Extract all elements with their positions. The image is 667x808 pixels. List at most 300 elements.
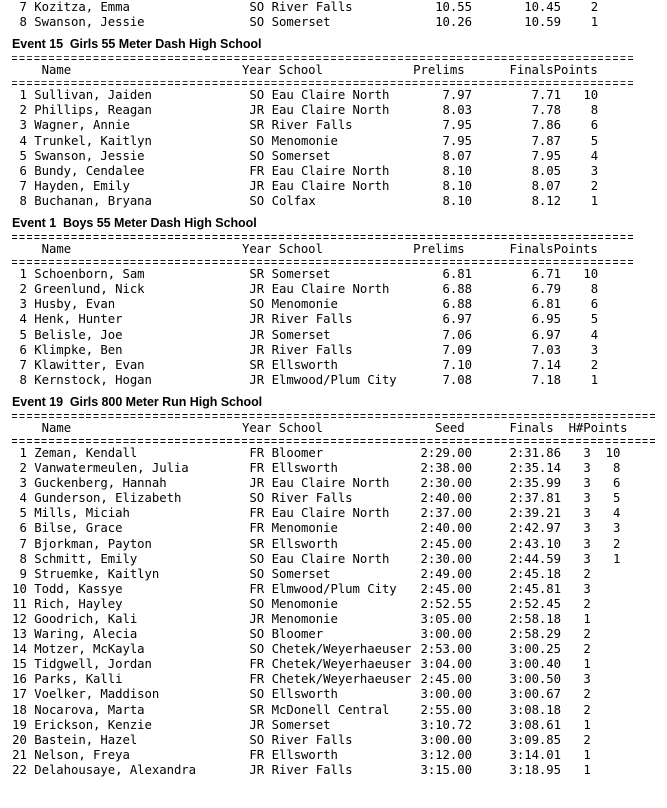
seed-time: 2:38.00: [420, 461, 472, 476]
heat-number: 3: [583, 581, 591, 596]
place: 8: [19, 372, 27, 387]
seed-time: 7.95: [442, 118, 472, 133]
place: 1: [19, 267, 27, 282]
athlete-name: Hayden, Emily: [34, 178, 130, 193]
header-finals: Finals: [509, 242, 554, 257]
result-row: [12, 267, 620, 282]
finals-time: 3:00.25: [509, 642, 561, 657]
finals-time: 2:52.45: [509, 596, 561, 611]
athlete-year: FR: [249, 657, 265, 672]
athlete-year: JR: [249, 342, 265, 357]
athlete-school: River Falls: [271, 491, 353, 506]
athlete-school: Chetek/Weyerhaeuser: [271, 672, 412, 687]
points: 8: [590, 282, 599, 297]
result-row: [12, 687, 620, 702]
athlete-name: Todd, Kassye: [34, 581, 123, 596]
event-title: Event 1 Boys 55 Meter Dash High School: [12, 216, 257, 231]
double-rule-top: [12, 53, 620, 63]
header-name: Name: [41, 420, 72, 435]
header-points: Points: [583, 420, 628, 435]
athlete-name: Kernstock, Hogan: [34, 372, 152, 387]
athlete-name: Guckenberg, Hannah: [34, 476, 167, 491]
athlete-year: SO: [249, 88, 265, 103]
place: 4: [19, 133, 27, 148]
athlete-year: JR: [249, 282, 265, 297]
finals-time: 7.86: [531, 118, 561, 133]
seed-time: 3:00.00: [420, 687, 472, 702]
heat-number: 3: [583, 445, 591, 460]
athlete-school: Somerset: [271, 566, 331, 581]
seed-time: 2:29.00: [420, 445, 472, 460]
athlete-school: Colfax: [271, 193, 316, 208]
finals-time: 2:45.81: [509, 581, 561, 596]
seed-time: 3:15.00: [420, 762, 472, 777]
seed-time: 2:49.00: [420, 566, 472, 581]
athlete-school: Menomonie: [271, 133, 338, 148]
result-row: [12, 0, 620, 15]
seed-time: 2:45.00: [420, 672, 472, 687]
points: 6: [590, 297, 599, 312]
heat-number: 1: [583, 717, 591, 732]
heat-number: 3: [583, 491, 591, 506]
athlete-year: SO: [249, 15, 265, 30]
result-row: [12, 627, 620, 642]
seed-time: 7.95: [442, 133, 472, 148]
header-seed: Prelims: [413, 63, 465, 78]
athlete-school: Eau Claire North: [271, 163, 390, 178]
heat-number: 3: [583, 461, 591, 476]
points: 5: [590, 133, 599, 148]
finals-time: 8.12: [531, 193, 561, 208]
athlete-name: Henk, Hunter: [34, 312, 123, 327]
athlete-year: FR: [249, 581, 265, 596]
header-name: Name: [41, 63, 72, 78]
athlete-name: Vanwatermeulen, Julia: [34, 461, 189, 476]
athlete-year: SO: [249, 148, 265, 163]
heat-number: 3: [583, 536, 591, 551]
athlete-name: Voelker, Maddison: [34, 687, 160, 702]
athlete-year: JR: [249, 327, 265, 342]
place: 6: [19, 521, 27, 536]
heat-number: 3: [583, 551, 591, 566]
finals-time: 7.95: [531, 148, 561, 163]
athlete-year: SO: [249, 627, 265, 642]
athlete-school: Bloomer: [271, 627, 324, 642]
place: 3: [19, 118, 27, 133]
result-row: [12, 461, 620, 476]
finals-time: 10.59: [524, 15, 561, 30]
place: 17: [12, 687, 27, 702]
result-row: [12, 282, 620, 297]
athlete-name: Nocarova, Marta: [34, 702, 145, 717]
seed-time: 3:12.00: [420, 747, 472, 762]
header-year-school: Year School: [242, 420, 323, 435]
result-row: [12, 179, 620, 194]
athlete-name: Wagner, Annie: [34, 118, 130, 133]
athlete-school: Somerset: [271, 148, 331, 163]
seed-time: 3:10.72: [420, 717, 472, 732]
athlete-year: FR: [249, 445, 265, 460]
athlete-school: River Falls: [271, 0, 353, 14]
header-heat: H#: [568, 420, 584, 435]
column-header-row: [12, 63, 620, 78]
place: 4: [19, 312, 27, 327]
points: 1: [612, 551, 621, 566]
header-year-school: Year School: [242, 242, 323, 257]
place: 5: [19, 148, 27, 163]
finals-time: 8.07: [531, 178, 561, 193]
place: 7: [19, 178, 27, 193]
athlete-name: Husby, Evan: [34, 297, 116, 312]
heat-number: 1: [583, 747, 591, 762]
result-row: [12, 312, 620, 327]
athlete-year: FR: [249, 461, 265, 476]
result-row: [12, 149, 620, 164]
athlete-year: SO: [249, 491, 265, 506]
athlete-year: SO: [249, 687, 265, 702]
athlete-year: JR: [249, 612, 265, 626]
athlete-school: Chetek/Weyerhaeuser: [271, 642, 412, 657]
athlete-year: FR: [249, 506, 265, 521]
athlete-school: Menomonie: [271, 596, 338, 611]
athlete-name: Goodrich, Kali: [34, 612, 138, 626]
header-points: Points: [553, 242, 598, 257]
result-row: [12, 567, 620, 582]
athlete-school: Somerset: [271, 267, 331, 282]
athlete-name: Tidgwell, Jordan: [34, 657, 152, 672]
athlete-name: Nelson, Freya: [34, 747, 130, 762]
heat-number: 2: [583, 642, 591, 657]
athlete-name: Trunkel, Kaitlyn: [34, 133, 152, 148]
finals-time: 3:18.95: [509, 762, 561, 777]
double-rule-bottom: [12, 257, 620, 267]
seed-time: 10.26: [435, 15, 472, 30]
athlete-year: FR: [249, 672, 265, 687]
athlete-name: Belisle, Joe: [34, 327, 123, 342]
athlete-name: Rich, Hayley: [34, 596, 123, 611]
result-row: [12, 703, 620, 718]
seed-time: 2:45.00: [420, 581, 472, 596]
points: 6: [590, 118, 599, 133]
result-row: [12, 118, 620, 133]
seed-time: 8.07: [442, 148, 472, 163]
athlete-name: Waring, Alecia: [34, 627, 138, 642]
result-row: [12, 446, 620, 461]
place: 12: [12, 612, 27, 626]
finals-time: 7.71: [531, 88, 561, 103]
double-rule-top: [12, 411, 620, 421]
athlete-school: McDonell Central: [271, 702, 390, 717]
athlete-year: SO: [249, 133, 265, 148]
finals-time: 7.03: [531, 342, 561, 357]
athlete-year: FR: [249, 747, 265, 762]
place: 3: [19, 297, 27, 312]
athlete-school: Eau Claire North: [271, 282, 390, 297]
athlete-year: FR: [249, 163, 265, 178]
result-row: [12, 88, 620, 103]
points: 2: [590, 0, 599, 14]
finals-time: 6.79: [531, 282, 561, 297]
points: 3: [590, 163, 599, 178]
athlete-year: JR: [249, 372, 265, 387]
result-row: [12, 328, 620, 343]
athlete-name: Struemke, Kaitlyn: [34, 566, 160, 581]
seed-time: 2:40.00: [420, 521, 472, 536]
finals-time: 6.95: [531, 312, 561, 327]
points: 10: [605, 445, 621, 460]
heat-number: 3: [583, 521, 591, 536]
heat-number: 2: [583, 702, 591, 717]
heat-number: 3: [583, 506, 591, 521]
result-row: [12, 297, 620, 312]
points: 2: [590, 178, 599, 193]
athlete-name: Zeman, Kendall: [34, 445, 138, 460]
place: 1: [19, 88, 27, 103]
athlete-name: Sullivan, Jaiden: [34, 88, 152, 103]
finals-time: 3:09.85: [509, 732, 561, 747]
place: 1: [19, 445, 27, 460]
seed-time: 2:53.00: [420, 642, 472, 657]
event-title: Event 15 Girls 55 Meter Dash High School: [12, 37, 262, 52]
result-row: [12, 491, 620, 506]
finals-time: 3:08.61: [509, 717, 561, 732]
header-finals: Finals: [509, 420, 554, 435]
place: 21: [12, 747, 27, 762]
heat-number: 2: [583, 596, 591, 611]
results-document: [12, 0, 628, 778]
points: 2: [612, 536, 621, 551]
double-rule-top: [12, 232, 620, 242]
points: 5: [612, 491, 621, 506]
athlete-name: Kozitza, Emma: [34, 0, 130, 14]
seed-time: 8.03: [442, 103, 472, 118]
points: 1: [590, 193, 599, 208]
athlete-name: Schoenborn, Sam: [34, 267, 145, 282]
place: 2: [19, 282, 27, 297]
athlete-school: Menomonie: [271, 521, 338, 536]
place: 7: [19, 357, 27, 372]
points: 2: [590, 357, 599, 372]
header-seed: Prelims: [413, 242, 465, 257]
athlete-name: Schmitt, Emily: [34, 551, 138, 566]
finals-time: 6.97: [531, 327, 561, 342]
result-row: [12, 521, 620, 536]
athlete-year: JR: [249, 312, 265, 327]
result-row: [12, 15, 620, 30]
athlete-name: Swanson, Jessie: [34, 148, 145, 163]
athlete-school: Elmwood/Plum City: [271, 372, 397, 387]
finals-time: 10.45: [524, 0, 561, 14]
result-row: [12, 476, 620, 491]
points: 4: [590, 327, 599, 342]
finals-time: 2:45.18: [509, 566, 561, 581]
athlete-school: River Falls: [271, 118, 353, 133]
finals-time: 3:14.01: [509, 747, 561, 762]
heat-number: 1: [583, 657, 591, 672]
result-row: [12, 164, 620, 179]
result-row: [12, 642, 620, 657]
result-row: [12, 718, 620, 733]
points: 4: [590, 148, 599, 163]
athlete-year: SO: [249, 193, 265, 208]
athlete-name: Klimpke, Ben: [34, 342, 123, 357]
athlete-school: Eau Claire North: [271, 551, 390, 566]
column-header-row: [12, 420, 628, 436]
athlete-name: Erickson, Kenzie: [34, 717, 152, 732]
result-row: [12, 134, 620, 149]
athlete-year: FR: [249, 521, 265, 536]
points: 8: [590, 103, 599, 118]
result-row: [12, 657, 620, 672]
athlete-school: Eau Claire North: [271, 178, 390, 193]
athlete-school: River Falls: [271, 762, 353, 777]
finals-time: 2:43.10: [509, 536, 561, 551]
finals-time: 7.78: [531, 103, 561, 118]
heat-number: 1: [583, 612, 591, 626]
athlete-name: Bjorkman, Payton: [34, 536, 152, 551]
athlete-school: River Falls: [271, 342, 353, 357]
header-name: Name: [41, 242, 72, 257]
result-row: [12, 612, 620, 627]
athlete-name: Swanson, Jessie: [34, 15, 145, 30]
finals-time: 2:35.14: [509, 461, 561, 476]
athlete-year: JR: [249, 103, 265, 118]
place: 10: [12, 581, 27, 596]
place: 6: [19, 163, 27, 178]
athlete-school: River Falls: [271, 732, 353, 747]
athlete-school: Eau Claire North: [271, 88, 390, 103]
place: 8: [19, 15, 27, 30]
place: 15: [12, 657, 27, 672]
place: 22: [12, 762, 27, 777]
athlete-year: SO: [249, 0, 265, 14]
athlete-school: Menomonie: [271, 612, 338, 626]
athlete-year: SO: [249, 551, 265, 566]
athlete-school: Bloomer: [271, 445, 324, 460]
heat-number: 3: [583, 476, 591, 491]
athlete-name: Greenlund, Nick: [34, 282, 145, 297]
result-row: [12, 763, 620, 778]
place: 2: [19, 103, 27, 118]
athlete-year: JR: [249, 476, 265, 491]
result-row: [12, 194, 620, 209]
seed-time: 6.97: [442, 312, 472, 327]
athlete-year: SO: [249, 642, 265, 657]
result-row: [12, 373, 620, 388]
seed-time: 6.88: [442, 297, 472, 312]
header-points: Points: [553, 63, 598, 78]
place: 7: [19, 536, 27, 551]
athlete-name: Bundy, Cendalee: [34, 163, 145, 178]
athlete-school: Somerset: [271, 717, 331, 732]
result-row: [12, 552, 620, 567]
points: 5: [590, 312, 599, 327]
double-rule-bottom: [12, 78, 620, 88]
points: 4: [612, 506, 621, 521]
header-seed: Seed: [435, 420, 465, 435]
athlete-year: SO: [249, 297, 265, 312]
points: 1: [590, 372, 599, 387]
finals-time: 7.87: [531, 133, 561, 148]
place: 7: [19, 0, 27, 14]
athlete-school: Ellsworth: [271, 747, 338, 762]
athlete-year: SO: [249, 732, 265, 747]
athlete-school: Menomonie: [271, 297, 338, 312]
points: 10: [583, 267, 599, 282]
finals-time: 3:00.40: [509, 657, 561, 672]
seed-time: 2:55.00: [420, 702, 472, 717]
place: 14: [12, 642, 27, 657]
athlete-name: Mills, Miciah: [34, 506, 130, 521]
athlete-year: SO: [249, 566, 265, 581]
athlete-year: JR: [249, 762, 265, 777]
seed-time: 3:00.00: [420, 627, 472, 642]
place: 20: [12, 732, 27, 747]
finals-time: 2:44.59: [509, 551, 561, 566]
heat-number: 1: [583, 762, 591, 777]
event-title: Event 19 Girls 800 Meter Run High School: [12, 394, 263, 409]
place: 19: [12, 717, 27, 732]
athlete-year: SR: [249, 118, 265, 133]
result-row: [12, 506, 620, 521]
heat-number: 2: [583, 627, 591, 642]
seed-time: 7.09: [442, 342, 472, 357]
seed-time: 10.55: [435, 0, 472, 14]
finals-time: 3:08.18: [509, 702, 561, 717]
seed-time: 3:00.00: [420, 732, 472, 747]
finals-time: 8.05: [531, 163, 561, 178]
result-row: [12, 358, 620, 373]
athlete-year: SR: [249, 702, 265, 717]
athlete-name: Klawitter, Evan: [34, 357, 145, 372]
place: 11: [12, 596, 27, 611]
seed-time: 2:30.00: [420, 551, 472, 566]
athlete-name: Motzer, McKayla: [34, 642, 145, 657]
athlete-school: Ellsworth: [271, 687, 338, 702]
result-row: [12, 733, 620, 748]
column-header-row: [12, 242, 620, 257]
result-row: [12, 343, 620, 358]
athlete-year: SO: [249, 596, 265, 611]
result-row: [12, 103, 620, 118]
result-row: [12, 597, 620, 612]
seed-time: 7.08: [442, 372, 472, 387]
points: 1: [590, 15, 599, 30]
finals-time: 7.18: [531, 372, 561, 387]
header-year-school: Year School: [242, 63, 323, 78]
result-row: [12, 672, 620, 687]
finals-time: 2:42.97: [509, 521, 561, 536]
seed-time: 7.10: [442, 357, 472, 372]
seed-time: 2:45.00: [420, 536, 472, 551]
header-finals: Finals: [509, 63, 554, 78]
athlete-year: SR: [249, 267, 265, 282]
seed-time: 2:37.00: [420, 506, 472, 521]
athlete-year: JR: [249, 178, 265, 193]
points: 3: [612, 521, 621, 536]
finals-time: 2:37.81: [509, 491, 561, 506]
place: 6: [19, 342, 27, 357]
finals-time: 6.71: [531, 267, 561, 282]
athlete-name: Parks, Kalli: [34, 672, 123, 687]
place: 3: [19, 476, 27, 491]
seed-time: 2:40.00: [420, 491, 472, 506]
seed-time: 6.81: [442, 267, 472, 282]
finals-time: 3:00.50: [509, 672, 561, 687]
place: 8: [19, 551, 27, 566]
seed-time: 8.10: [442, 178, 472, 193]
double-rule-bottom: [12, 436, 620, 446]
